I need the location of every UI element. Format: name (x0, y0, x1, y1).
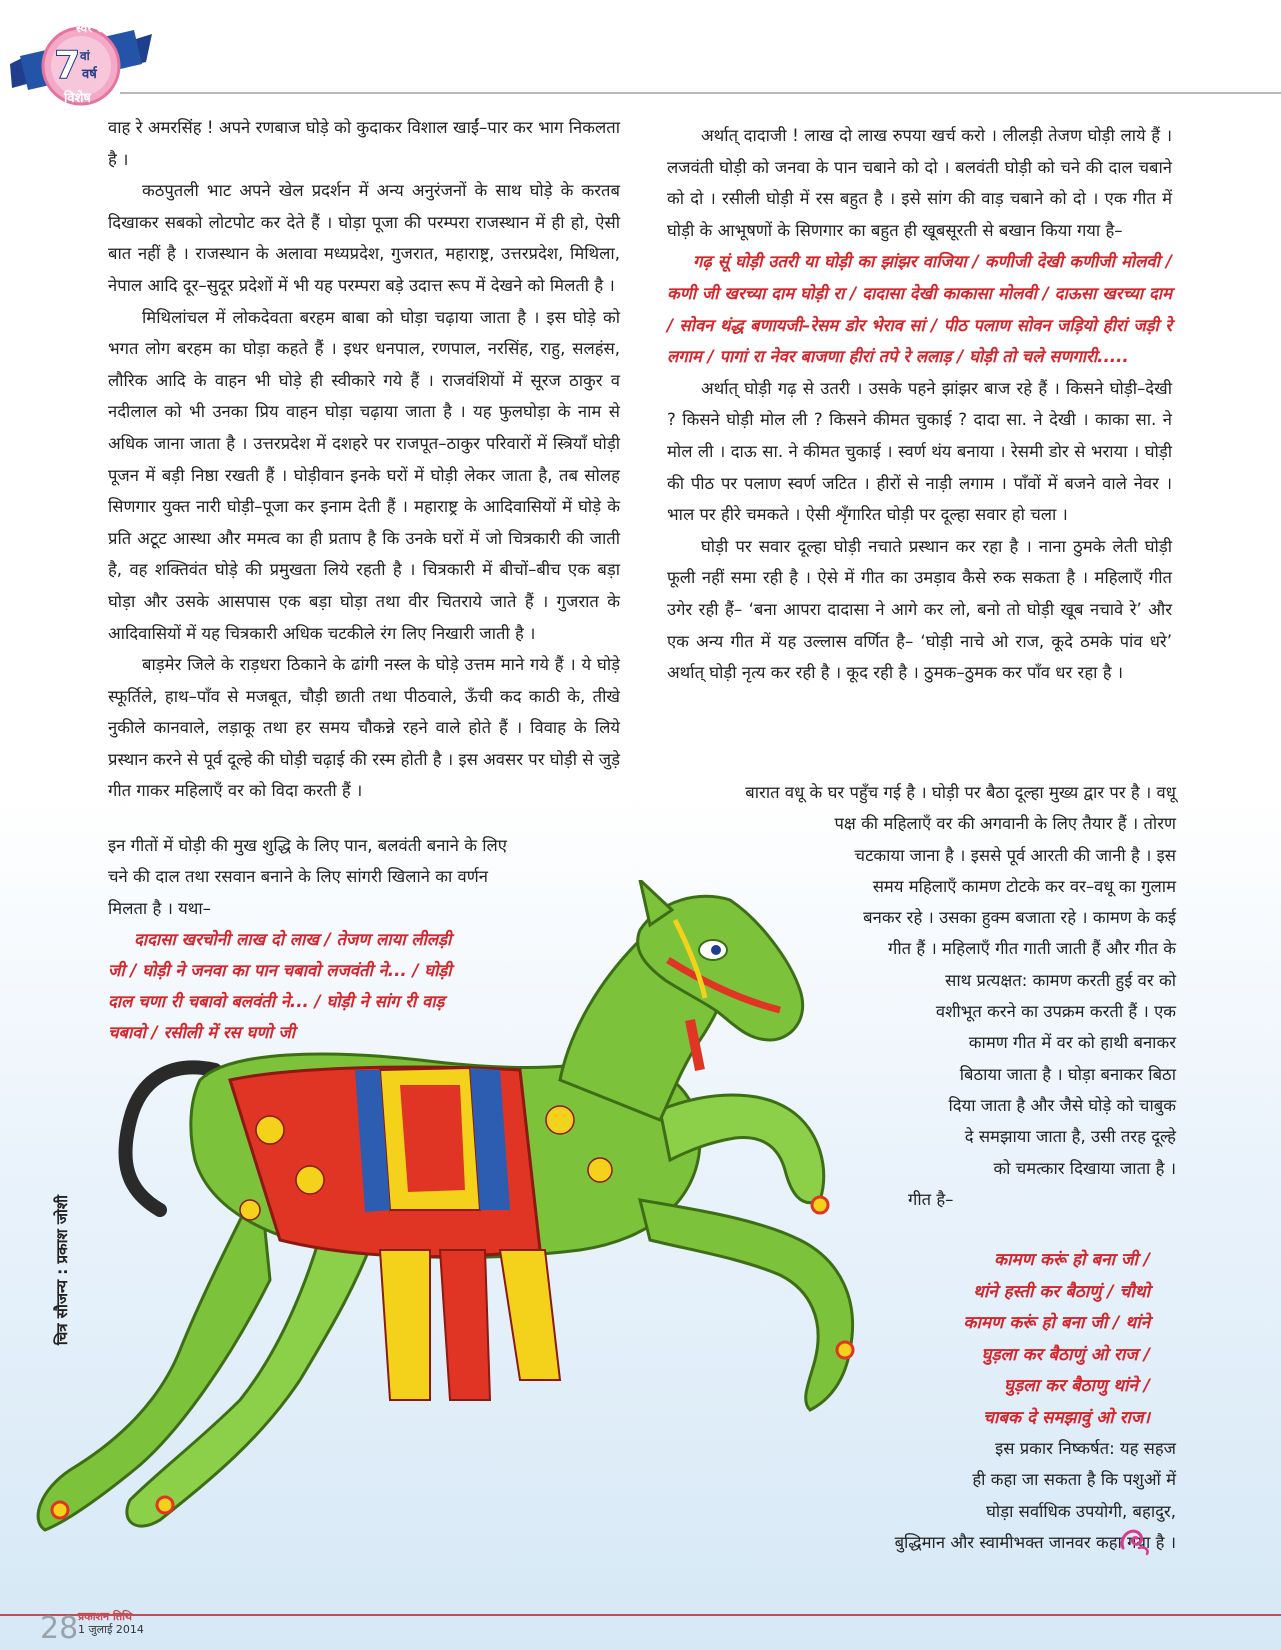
right-wrap-line: पक्ष की महिलाएँ वर की अगवानी के लिए तैयार हैं । तोरण (834, 814, 1176, 834)
publication-label: प्रकाशन तिथि (78, 1610, 132, 1623)
image-credit: चित्र सौजन्य : प्रकाश जोशी (53, 1195, 71, 1346)
right-wrap-line: साथ प्रत्यक्षत: कामण करती हुई वर को (945, 970, 1176, 990)
right-wrap-line: समय महिलाएँ कामण टोटके कर वर–वधू का गुलाम (872, 876, 1176, 896)
right-wrap-line: बिठाया जाता है । घोड़ा बनाकर बिठा (959, 1064, 1176, 1084)
right-wrap-line: दिया जाता है और जैसे घोड़े को चाबुक (948, 1095, 1176, 1115)
conclusion-line: ही कहा जा सकता है कि पशुओं में (972, 1470, 1176, 1490)
badge-number: 7 (54, 43, 81, 87)
right-wrap-line: चटकाया जाना है । इससे पूर्व आरती की जानी है । इस (854, 845, 1176, 865)
right-intro: अर्थात् दादाजी ! लाख दो लाख रुपया खर्च करो । लीलड़ी तेजण घोड़ी लाये हैं । लजवंती घोड़ी को जनवा के पान चबाने को दो । बलवंती घोड़ी को चने की दाल चबाने को दो । रसीली घोड़ी में रस बहुत है । इसे सांग की वाड़ चबाने को दो । एक गीत में घोड़ी के आभूषणों के सिणगार का बहुत ही खूबसूरती से बखान किया गया है– (667, 126, 1172, 240)
right-wrap-line: गीत हैं । महिलाएँ गीत गाती जाती हैं और गीत के (888, 939, 1176, 959)
header-rule (120, 92, 1281, 94)
badge-label: विशेष (64, 91, 91, 106)
conclusion-line: बुद्धिमान और स्वामीभक्त जानवर कहा गया है । (894, 1533, 1176, 1553)
footer-rule (0, 1614, 1281, 1616)
right-wrap-line: वशीभूत करने का उपक्रम करती हैं । एक (935, 1002, 1176, 1022)
left-verse-line: जी / घोड़ी ने जनवा का पान चबावो लजवंती ने... / घोड़ी (108, 961, 452, 980)
conclusion (756, 1433, 1176, 1559)
left-paragraph-4: बाड़मेर जिले के राड़धरा ठिकाने के ढांगी नस्ल के घोड़े उत्तम माने गये हैं । ये घोड़े स्फूर्तिले, हाथ–पाँव से मजबूत, चौड़ी छाती तथा पीठवाले, ऊँची कद काठी के, तीखे नुकीले कानवाले, लड़ाकू तथा हर समय चौकन्ने रहने वाले होते हैं । विवाह के लिये प्रस्थान करने से पूर्व दूल्हे की घोड़ी चढ़ाई की रस्म होती है । इस अवसर पर घोड़ी से जुड़े गीत गाकर महिलाएँ वर को विदा करती हैं । (108, 655, 620, 801)
badge-word: वर्ष (82, 67, 97, 82)
right-wrap-line: बारात वधू के घर पहुँच गई है । घोड़ी पर बैठा दूल्हा मुख्य द्वार पर है । वधू (745, 783, 1176, 802)
left-column (108, 112, 620, 807)
left-verse (108, 924, 538, 1048)
right-verse-line: थांने हस्ती कर बैठाणुं / चौथो (973, 1281, 1150, 1302)
left-paragraph-3: मिथिलांचल में लोकदेवता बरहम बाबा को घोड़ा चढ़ाया जाता है । इस घोड़े को भगत लोग बरहम का घोड़ा कहते हैं । इधर धनपाल, रणपाल, नरसिंह, राहु, सलहंस, लौरिक आदि के वाहन भी घोड़े ही स्वीकारे गये हैं । राजवंशियों में सूरज ठाकुर व नदीलाल को भी उनका प्रिय वाहन घोड़ा चढ़ाया जाता है । यह फुलघोड़ा के नाम से अधिक जाना जाता है । उत्तरप्रदेश में दशहरे पर राजपूत–ठाकुर परिवारों में स्त्रियाँ घोड़ी पूजन में बड़ी निष्ठा रखती हैं । घोड़ीवान इनके घरों में घोड़ी लेकर जाता है, तब सोलह सिणगार युक्त नारी घोड़ी–पूजा कर इनाम देती हैं । महाराष्ट्र के आदिवासियों में घोड़े के प्रति अटूट आस्था और ममत्व का ही प्रताप है कि उनके घरों में जो चित्रकारी की जाती है, वह शक्तिवंत घोड़े की प्रमुखता लिये रहती है । चित्रकारी में बीचों–बीच एक बड़ा घोड़ा और उसके आसपास एक बड़ा घोड़ा तथा वीर चितराये जाते हैं । गुजरात के आदिवासियों में यह चित्रकारी अधिक चटकीले रंग लिए निखारी जाती है । (108, 307, 621, 643)
right-column (667, 120, 1172, 689)
conclusion-line: इस प्रकार निष्कर्षत: यह सहज (995, 1439, 1176, 1458)
left-narrow-text (108, 830, 548, 924)
left-narrow-line: इन गीतों में घोड़ी की मुख शुद्धि के लिए पान, बलवंती बनाने के लिए (108, 836, 507, 855)
footer-publication (78, 1610, 144, 1636)
left-verse-line: दादासा खरचोनी लाख दो लाख / तेजण लाया लीलड़ी (134, 930, 452, 949)
right-verse-line: घुड़ला कर बैठाणुं ओ राज / (981, 1344, 1150, 1365)
right-wrap-line: गीत है– (908, 1189, 954, 1209)
right-wrap-line: को चमत्कार दिखाया जाता है । (993, 1158, 1176, 1178)
right-wrap-line: कामण गीत में वर को हाथी बनाकर (968, 1033, 1176, 1053)
right-verse-line: कामण करूं हो बना जी / (994, 1250, 1150, 1270)
conclusion-line: घोड़ा सर्वाधिक उपयोगी, बहादुर, (986, 1501, 1176, 1521)
right-verse-block (880, 1245, 1150, 1435)
left-narrow-line: मिलता है । यथा– (108, 898, 211, 918)
left-paragraph-2: कठपुतली भाट अपने खेल प्रदर्शन में अन्य अनुरंजनों के साथ घोड़े के करतब दिखाकर सबको लोटपोट कर देते हैं । घोड़ा पूजा की परम्परा राजस्थान में ही हो, ऐसी बात नहीं है । राजस्थान के अलावा मध्यप्रदेश, गुजरात, महाराष्ट्र, उत्तरप्रदेश, मिथिला, नेपाल आदि दूर–सुदूर प्रदेशों में भी यह परम्परा बड़े उदात्त रूप में देखने को मिलती है । (108, 181, 620, 295)
right-wrap-line: दे समझाया जाता है, उसी तरह दूल्हे (964, 1127, 1176, 1147)
left-verse-line: दाल चणा री चबावो बलवंती ने... / घोड़ी ने सांग री वाड़ (108, 992, 445, 1011)
right-wrap-text (636, 777, 1176, 1215)
anniversary-badge (6, 4, 156, 114)
right-verse: गढ़ सूं घोड़ी उतरी या घोड़ी का झांझर वाजिया / कणीजी देखी कणीजी मोलवी / कणी जी खरच्या दाम घोड़ी रा / दादासा देखी काकासा मोलवी / दाऊसा खरच्या दाम / सोवन थंद्ध बणायजी–रेसम डोर भेराव सां / पीठ पलाण सोवन जड़ियो हीरां जड़ी रे लगाम / पागां रा नेवर बाजणा हीरां तपे रे ललाड़ / घोड़ी तो चले सणगारी..... (667, 252, 1172, 367)
end-ornament-icon (1115, 1520, 1155, 1560)
badge-magazine: स्वर सरिता (76, 21, 123, 35)
publication-date: 1 जुलाई 2014 (78, 1623, 144, 1636)
right-meaning: अर्थात् घोड़ी गढ़ से उतरी । उसके पहने झांझर बाज रहे हैं । किसने घोड़ी–देखी ? किसने घोड़ी मोल ली ? किसने कीमत चुकाई ? दादा सा. ने देखी । काका सा. ने मोल ली । दाऊ सा. ने कीमत चुकाई । स्वर्ण थंय बनाया । रेसमी डोर से भराया । घोड़ी की पीठ पर पलाण स्वर्ण जटित । हीरों से नाड़ी लगाम । पाँवों में बजने वाले नेवर । भाल पर हीरे चमकते । ऐसी शृँगारित घोड़ी पर दूल्हा सवार हो चला । (667, 378, 1172, 525)
right-wrap-line: बनकर रहे । उसका हुक्म बजाता रहे । कामण के कई (863, 908, 1176, 928)
right-verse-line: कामण करूं हो बना जी / थांने (963, 1313, 1150, 1334)
left-verse-line: चबावो / रसीली में रस घणो जी (108, 1023, 296, 1042)
left-paragraph-1: वाह रे अमरसिंह ! अपने रणबाज घोड़े को कुदाकर विशाल खाईं–पार कर भाग निकलता है । (108, 118, 620, 169)
page-number: 28 (40, 1611, 79, 1646)
badge-suffix: वां (80, 49, 90, 63)
left-narrow-line: चने की दाल तथा रसवान बनाने के लिए सांगरी खिलाने का वर्णन (108, 867, 488, 887)
right-verse-line: चाबक दे समझावुं ओ राज। (983, 1407, 1150, 1428)
right-dance: घोड़ी पर सवार दूल्हा घोड़ी नचाते प्रस्थान कर रहा है । नाना ठुमके लेती घोड़ी फूली नहीं समा रही है । ऐसे में गीत का उमड़ाव कैसे रुक सकता है । महिलाएँ गीत उगेर रही हैं– ‘बना आपरा दादासा ने आगे कर लो, बनो तो घोड़ी खूब नचावे रे’ और एक अन्य गीत में यह उल्लास वर्णित है– ‘घोड़ी नाचे ओ राज, कूदे ठमके पांव धरे’ अर्थात् घोड़ी नृत्य कर रही है । कूद रही है । ठुमक–ठुमक कर पाँव धर रहा है । (667, 536, 1172, 683)
right-verse-line: घुड़ला कर बैठाणु थांने / (1004, 1376, 1150, 1397)
